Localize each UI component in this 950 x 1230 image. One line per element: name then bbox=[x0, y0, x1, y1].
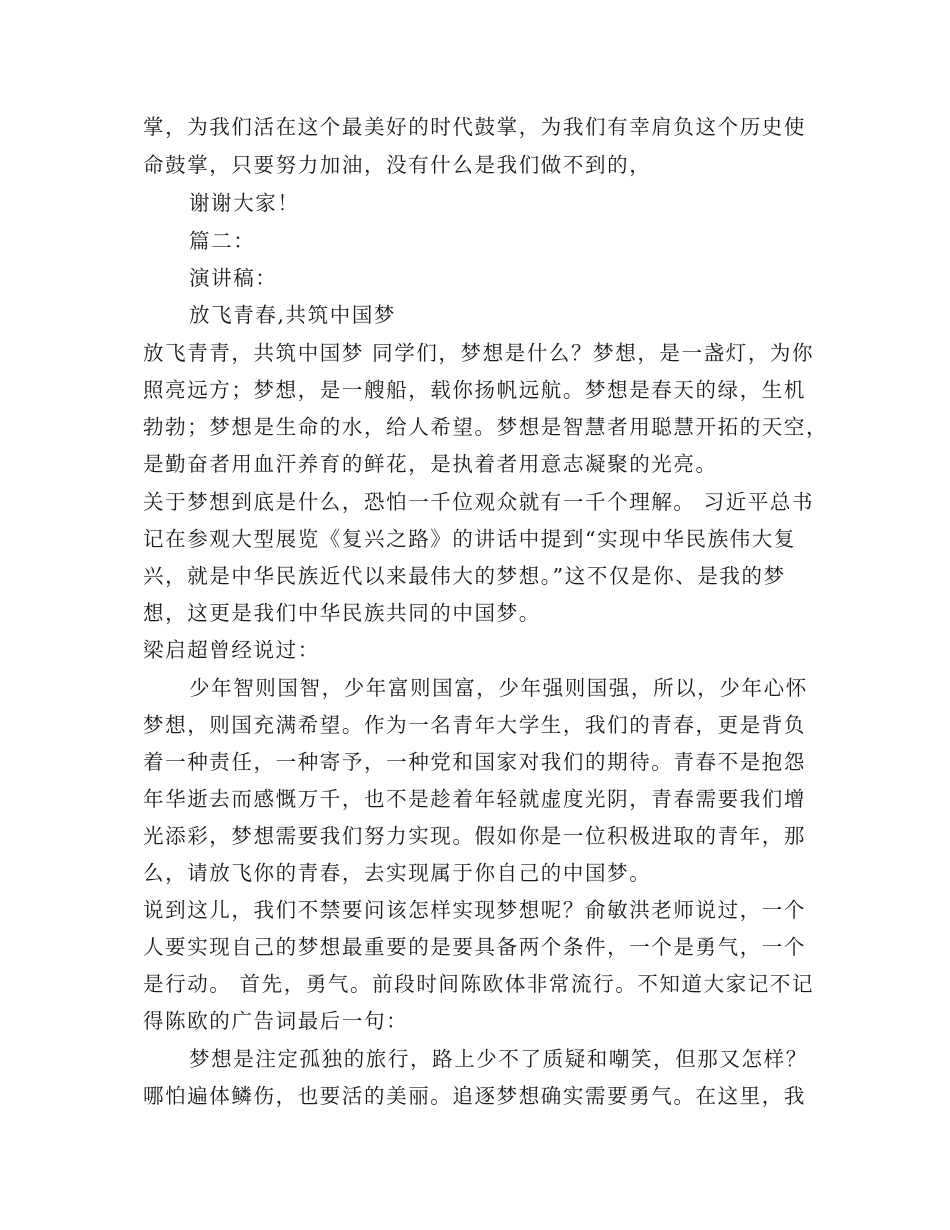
text-line: 光添彩，梦想需要我们努力实现。假如你是一位积极进取的青年，那 bbox=[143, 824, 806, 848]
text-line: 哪怕遍体鳞伤，也要活的美丽。追逐梦想确实需要勇气。在这里，我 bbox=[143, 1084, 806, 1108]
text-line: 得陈欧的广告词最后一句： bbox=[143, 1009, 409, 1033]
text-line: 人要实现自己的梦想最重要的是要具备两个条件，一个是勇气，一个 bbox=[143, 935, 806, 959]
text-line: 演讲稿： bbox=[189, 266, 278, 290]
text-line: 兴，就是中华民族近代以来最伟大的梦想。”这不仅是你、是我的梦 bbox=[143, 564, 786, 588]
text-line: 梁启超曾经说过： bbox=[143, 638, 320, 662]
text-line: 命鼓掌，只要努力加油，没有什么是我们做不到的， bbox=[143, 153, 652, 177]
section-title: 放飞青春,共筑中国梦 bbox=[189, 303, 397, 327]
text-line: 么，请放飞你的青春，去实现属于你自己的中国梦。 bbox=[143, 861, 652, 885]
text-line: 梦想是注定孤独的旅行，路上少不了质疑和嘲笑，但那又怎样？ bbox=[189, 1047, 808, 1071]
text-line: 谢谢大家！ bbox=[189, 191, 300, 215]
text-line: 年华逝去而感慨万千，也不是趁着年轻就虚度光阴，青春需要我们增 bbox=[143, 787, 806, 811]
text-line: 照亮远方；梦想，是一艘船，载你扬帆远航。梦想是春天的绿，生机 bbox=[143, 378, 806, 402]
text-line: 勃勃；梦想是生命的水，给人希望。梦想是智慧者用聪慧开拓的天空， bbox=[143, 415, 829, 439]
text-line: 是勤奋者用血汗养育的鲜花，是执着者用意志凝聚的光亮。 bbox=[143, 452, 718, 476]
text-line: 着一种责任，一种寄予，一种党和国家对我们的期待。青春不是抱怨 bbox=[143, 750, 806, 774]
text-line: 是行动。 首先，勇气。前段时间陈欧体非常流行。不知道大家记不记 bbox=[143, 972, 815, 996]
text-line: 放飞青青，共筑中国梦 同学们，梦想是什么？梦想，是一盏灯，为你 bbox=[143, 341, 815, 365]
text-line: 少年智则国智，少年富则国富，少年强则国强，所以，少年心怀 bbox=[189, 676, 808, 700]
text-line: 关于梦想到底是什么，恐怕一千位观众就有一千个理解。 习近平总书 bbox=[143, 490, 815, 514]
text-line: 想，这更是我们中华民族共同的中国梦。 bbox=[143, 601, 541, 625]
text-line: 梦想，则国充满希望。作为一名青年大学生，我们的青春，更是背负 bbox=[143, 713, 806, 737]
text-line: 说到这儿，我们不禁要问该怎样实现梦想呢？俞敏洪老师说过，一个 bbox=[143, 898, 806, 922]
text-line: 掌，为我们活在这个最美好的时代鼓掌，为我们有幸肩负这个历史使 bbox=[143, 115, 806, 139]
text-line: 篇二： bbox=[189, 229, 256, 253]
text-line: 记在参观大型展览《复兴之路》的讲话中提到“实现中华民族伟大复 bbox=[143, 527, 796, 551]
